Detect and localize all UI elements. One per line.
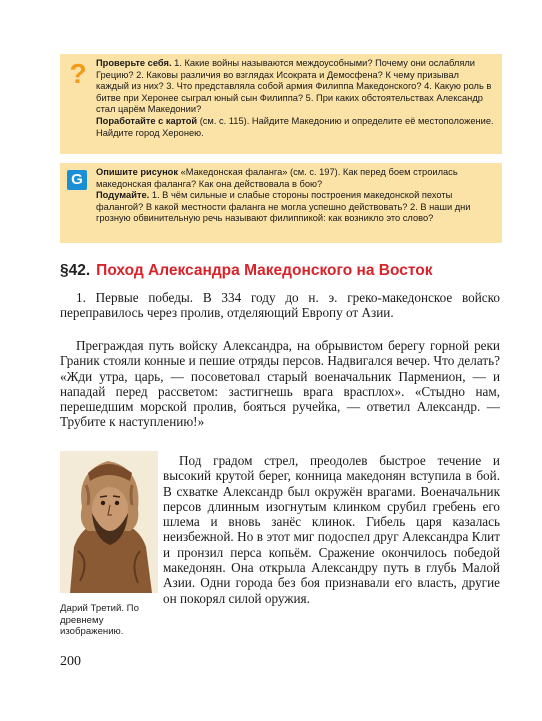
paragraph-battle: Под градом стрел, преодолев быстрое течение и высокий крутой берег, конница македонян вступила в бой. В схватке Александр был окружён врагами. Военачальник персов длинным изогнутым клинком срубил гребень его шлема и вновь занёс клинок. Гибель царя казалась неизбежной. Но в этот миг подоспел друг Александра Клит и пронзил перса копьём. Сражение окончилось победой македонян. Она открыла Александру путь в глубь Малой Азии. Одни города без боя признавали его власть, другие он покорял силой оружия. <box>163 453 500 606</box>
think-label: Подумайте. <box>96 190 150 201</box>
describe-task <box>96 167 494 190</box>
portrait-caption: Дарий Третий. По древнему изображению. <box>60 603 139 637</box>
map-task-label: Поработайте с картой <box>96 115 198 126</box>
map-task <box>96 116 494 139</box>
describe-label: Опишите рисунок <box>96 167 179 177</box>
section-heading: Поход Александра Македонского на Восток <box>96 262 433 279</box>
describe-text: «Македонская фаланга» (см. с. 197). Как перед боем строилась македонская фаланга? Как она действовала в бою? <box>96 167 458 189</box>
map-task-text: (см. с. 115). Найдите Македонию и определите её местоположение. Найдите город Херонею. <box>96 115 494 138</box>
picture-icon: G <box>67 170 87 190</box>
paragraph-granicus: Преграждая путь войску Александра, на обрывистом берегу горной реки Граник стояли конные и пешие отряды персов. Надвигался вечер. Что делать? «Жди утра, царь, — посоветовал старый военачальник Парменион, — и нападай перед рассветом: застигнешь врага врасплох». «Стыдно нам, перешедшим морской пролив, бояться ручейка, — ответил Александр. — Трубите к наступлению!» <box>60 338 500 430</box>
picture-task-box <box>60 163 502 243</box>
self-check-questions <box>96 58 494 116</box>
question-icon: ? <box>69 58 87 89</box>
paragraph-first-victories: 1. Первые победы. В 334 году до н. э. греко-македонское войско переправилось через пролив, отделяющий Европу от Азии. <box>60 290 500 321</box>
self-check-label: Проверьте себя. <box>96 58 172 68</box>
page-number: 200 <box>60 654 81 669</box>
darius-portrait-image <box>60 451 158 593</box>
self-check-text: 1. Какие войны называются междоусобными? Почему они ослабляли Грецию? 2. Каковы различия во взглядах Исократа и Демосфена? К чему призывал каждый из них? 3. Что представляла собой армия Филиппа Македонского? 4. Какую роль в битве при Херонее сыграл юный сын Филиппа? 5. При каких обстоятельствах Александр стал царём Македонии? <box>96 58 492 115</box>
self-check-box <box>60 54 502 154</box>
section-number: §42. <box>60 262 91 279</box>
think-task <box>96 190 494 225</box>
think-text: 1. В чём сильные и слабые стороны построения македонской пехоты фалангой? В какой местности фаланга не могла успешно действовать? 2. В наши дни грозную обвинительную речь называют филиппикой: как возникло это слово? <box>96 190 471 224</box>
section-title <box>60 262 433 280</box>
